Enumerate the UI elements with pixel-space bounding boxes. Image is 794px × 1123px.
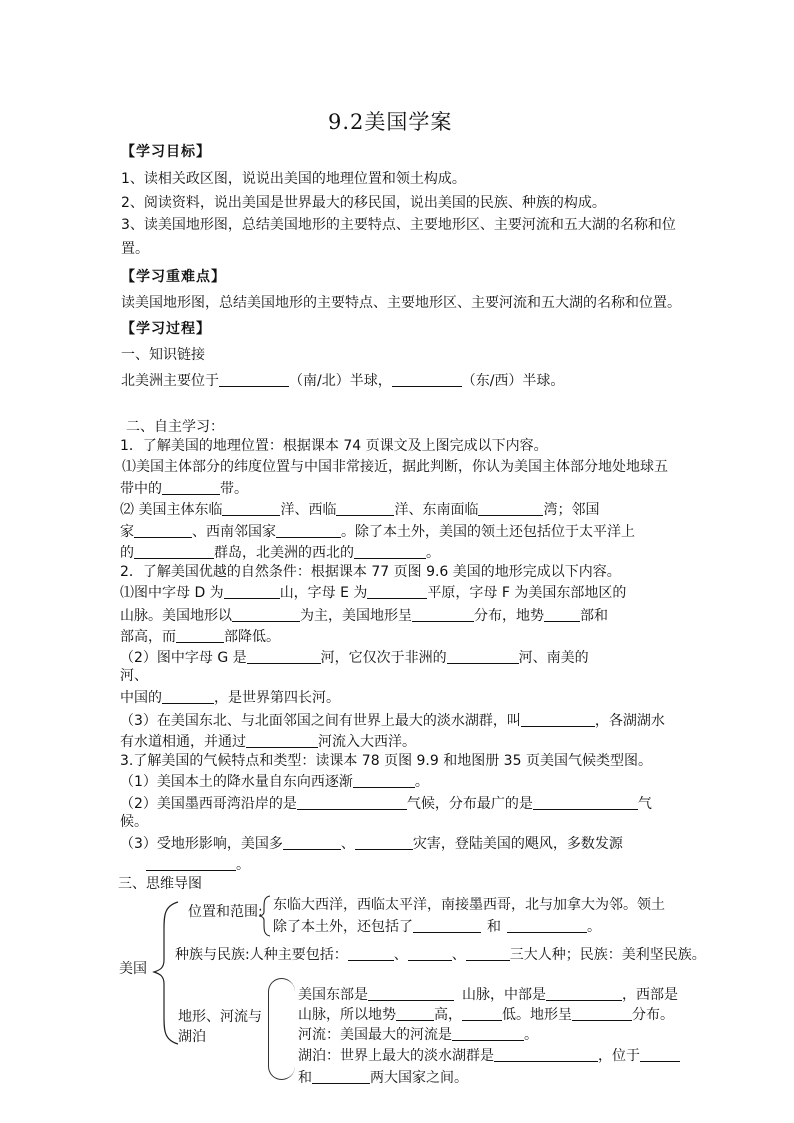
page-title: 9.2美国学案 — [328, 110, 453, 134]
blank[interactable] — [447, 648, 519, 664]
part3-heading: 三、思维导图 — [118, 876, 202, 892]
text: 人种主要包括： — [249, 947, 348, 963]
text: 和 — [487, 919, 501, 935]
blank[interactable] — [640, 1046, 680, 1062]
blank[interactable] — [462, 1005, 502, 1021]
text: 。 — [524, 1027, 538, 1043]
key-text: 读美国地形图，总结美国地形的主要特点、主要地形区、主要河流和五大湖的名称和位置。 — [121, 295, 681, 311]
text: 湾；邻国 — [543, 502, 600, 518]
q1-1-line1: ⑴美国主体部分的纬度位置与中国非常接近，据此判断，你认为美国主体部分地处地球五 — [122, 459, 668, 475]
text: 。 — [236, 857, 250, 873]
terrain-line3 — [298, 1025, 538, 1044]
terrain-line5 — [298, 1068, 468, 1087]
text: 。 — [587, 919, 601, 935]
q1-2-line3 — [120, 543, 440, 562]
text: 分布，地势 — [474, 608, 544, 624]
q3-3-line2 — [146, 855, 250, 874]
text: 灾害，登陆美国的飓风，多数发源 — [412, 836, 623, 852]
loc-label: 位置和范围: — [188, 904, 263, 920]
terrain-bracket — [268, 978, 295, 1080]
text: 山，字母 E 为 — [279, 585, 368, 601]
text: ，位于 — [598, 1048, 640, 1064]
q1-heading: 1．了解美国的地理位置：根据课本 74 页课文及上图完成以下内容。 — [120, 438, 548, 454]
part1-text-c: （东/西）半球。 — [461, 373, 565, 389]
blank[interactable] — [408, 945, 452, 961]
q2-2-line1 — [120, 648, 589, 667]
text: 河、南美的 — [518, 650, 589, 666]
blank[interactable] — [367, 583, 427, 599]
text: 气候，分布最广的是 — [406, 796, 533, 812]
blank[interactable] — [546, 985, 622, 1001]
terrain-label-2: 湖泊 — [178, 1029, 206, 1045]
blank[interactable] — [413, 917, 481, 933]
text: 山脉，所以地势 — [298, 1007, 396, 1023]
blank[interactable] — [452, 1025, 524, 1041]
text: 群岛，北美洲的西北的 — [214, 545, 354, 561]
terrain-label-1: 地形、河流与 — [178, 1009, 262, 1025]
text: 气 — [637, 796, 652, 812]
text: 湖泊：世界上最大的淡水湖群是 — [298, 1048, 494, 1064]
race-line — [175, 945, 706, 964]
blank[interactable] — [368, 985, 454, 1001]
text: 的 — [120, 545, 134, 561]
text: 山脉，中部是 — [462, 987, 546, 1003]
text: 家 — [120, 524, 134, 540]
text: 高， — [434, 1007, 462, 1023]
blank[interactable] — [162, 479, 220, 495]
q2-2-line2: 河、 — [120, 668, 148, 684]
process-heading: 【学习过程】 — [121, 321, 211, 337]
blank[interactable] — [146, 855, 236, 871]
text: 洋、东南面临 — [394, 502, 479, 518]
text: 部降低。 — [224, 629, 280, 645]
blank[interactable] — [466, 945, 510, 961]
text: 带中的 — [120, 481, 162, 497]
text: 、 — [393, 947, 408, 963]
blank[interactable] — [276, 522, 341, 538]
objective-3-cont: 置。 — [121, 241, 149, 257]
terrain-line2 — [298, 1005, 674, 1024]
blank[interactable] — [533, 794, 638, 810]
text: （2）美国墨西哥湾沿岸的是 — [120, 796, 297, 812]
blank[interactable] — [354, 543, 426, 559]
q2-1-line1 — [120, 583, 626, 602]
text: 除了本土外，还包括了 — [273, 919, 413, 935]
text: 河流入大西洋。 — [318, 734, 416, 750]
blank[interactable] — [162, 688, 214, 704]
loc-line2 — [273, 917, 601, 936]
blank[interactable] — [297, 794, 407, 810]
q3-heading: 3.了解美国的气候特点和类型：读课本 78 页图 9.9 和地图册 35 页美国气候类型图。 — [120, 753, 652, 769]
blank[interactable] — [355, 834, 413, 850]
q3-2-line1 — [120, 794, 652, 813]
text: 低。地形呈 — [502, 1007, 572, 1023]
blank[interactable] — [247, 648, 321, 664]
mindmap-root: 美国 — [119, 961, 147, 977]
text: ，西部是 — [622, 987, 678, 1003]
q2-3-line1 — [120, 711, 665, 730]
objective-1: 1、读相关政区图，说说出美国的地理位置和领土构成。 — [121, 171, 466, 187]
text: 。 — [414, 774, 429, 790]
text: 洋、西临 — [280, 502, 337, 518]
blank[interactable] — [353, 772, 415, 788]
blank[interactable] — [412, 606, 474, 622]
objectives-heading: 【学习目标】 — [121, 144, 211, 160]
blank[interactable] — [478, 500, 543, 516]
blank[interactable] — [521, 711, 595, 727]
key-heading: 【学习重难点】 — [121, 269, 226, 285]
blank[interactable] — [134, 543, 214, 559]
text: ，是世界第四长河。 — [214, 690, 340, 706]
text: 分布。 — [632, 1007, 674, 1023]
text: （1）美国本土的降水量自东向西逐渐 — [120, 774, 353, 790]
text: 。除了本土外，美国的领土还包括位于太平洋上 — [341, 524, 635, 540]
blank[interactable] — [283, 834, 341, 850]
text: 为主，美国地形呈 — [300, 608, 412, 624]
q3-2-line2: 候。 — [120, 814, 148, 830]
objective-2: 2、阅读资料，说出美国是世界最大的移民国，说出美国的民族、种族的构成。 — [121, 195, 606, 211]
text: （3）在美国东北、与北面邻国之间有世界上最大的淡水湖群，叫 — [120, 713, 521, 729]
race-label: 种族与民族: — [175, 947, 250, 963]
text: 河，它仅次于非洲的 — [320, 650, 447, 666]
q3-1-line — [120, 772, 429, 791]
q1-2-line2 — [120, 522, 635, 541]
loc-line1: 东临大西洋，西临太平洋，南接墨西哥，北与加拿大为邻。领土 — [273, 897, 665, 913]
text: 带。 — [220, 481, 248, 497]
text: 两大国家之间。 — [370, 1070, 468, 1086]
q3-3-line1 — [120, 834, 623, 853]
q1-1-line2 — [120, 479, 248, 498]
text: 、 — [451, 947, 466, 963]
part1-text-b: （南/北）半球， — [289, 373, 392, 389]
part1-heading: 一、知识链接 — [121, 347, 205, 363]
text: 平原，字母 F 为美国东部地区的 — [427, 585, 627, 601]
blank[interactable] — [246, 732, 318, 748]
terrain-line1 — [298, 985, 678, 1004]
blank[interactable] — [176, 627, 224, 643]
blank[interactable] — [336, 500, 394, 516]
text: 河流：美国最大的河流是 — [298, 1027, 452, 1043]
blank[interactable] — [494, 1046, 598, 1062]
text: 部和 — [580, 608, 608, 624]
text: 有水道相通，并通过 — [120, 734, 246, 750]
text: （2）图中字母 G 是 — [120, 650, 247, 666]
blank[interactable] — [219, 371, 289, 387]
blank[interactable] — [507, 917, 587, 933]
text: ⑵ 美国主体东临 — [120, 502, 223, 518]
blank[interactable] — [544, 606, 580, 622]
text: 、西南邻国家 — [192, 524, 276, 540]
text: ，各湖湖水 — [594, 713, 665, 729]
blank[interactable] — [224, 583, 280, 599]
blank[interactable] — [572, 1005, 632, 1021]
blank[interactable] — [312, 1068, 370, 1084]
blank[interactable] — [392, 371, 462, 387]
blank[interactable] — [134, 522, 192, 538]
loc-brace — [258, 894, 272, 938]
text: 美国东部是 — [298, 987, 368, 1003]
text: 中国的 — [120, 690, 162, 706]
part1-line — [121, 371, 564, 390]
text: 部高，而 — [120, 629, 176, 645]
terrain-line4 — [298, 1046, 680, 1065]
blank[interactable] — [222, 500, 280, 516]
blank[interactable] — [348, 945, 394, 961]
q2-1-line3 — [120, 627, 280, 646]
text: ⑴图中字母 D 为 — [120, 585, 224, 601]
part1-text-a: 北美洲主要位于 — [121, 373, 219, 389]
part2-heading: 二、自主学习： — [126, 419, 224, 435]
blank[interactable] — [232, 606, 300, 622]
q2-heading: 2．了解美国优越的自然条件：根据课本 77 页图 9.6 美国的地形完成以下内容。 — [120, 564, 621, 580]
text: 和 — [298, 1070, 312, 1086]
q2-3-line2 — [120, 732, 416, 751]
q2-2-line3 — [120, 688, 340, 707]
text: （3）受地形影响，美国多 — [120, 836, 283, 852]
text: 三大人种；民族：美利坚民族。 — [509, 947, 706, 963]
q2-1-line2 — [120, 606, 608, 625]
objective-3: 3、读美国地形图，总结美国地形的主要特点、主要地形区、主要河流和五大湖的名称和位 — [121, 217, 676, 233]
blank[interactable] — [396, 1005, 434, 1021]
text: 、 — [340, 836, 355, 852]
q1-2-line1 — [120, 500, 599, 519]
text: 山脉。美国地形以 — [120, 608, 232, 624]
text: 。 — [426, 545, 440, 561]
